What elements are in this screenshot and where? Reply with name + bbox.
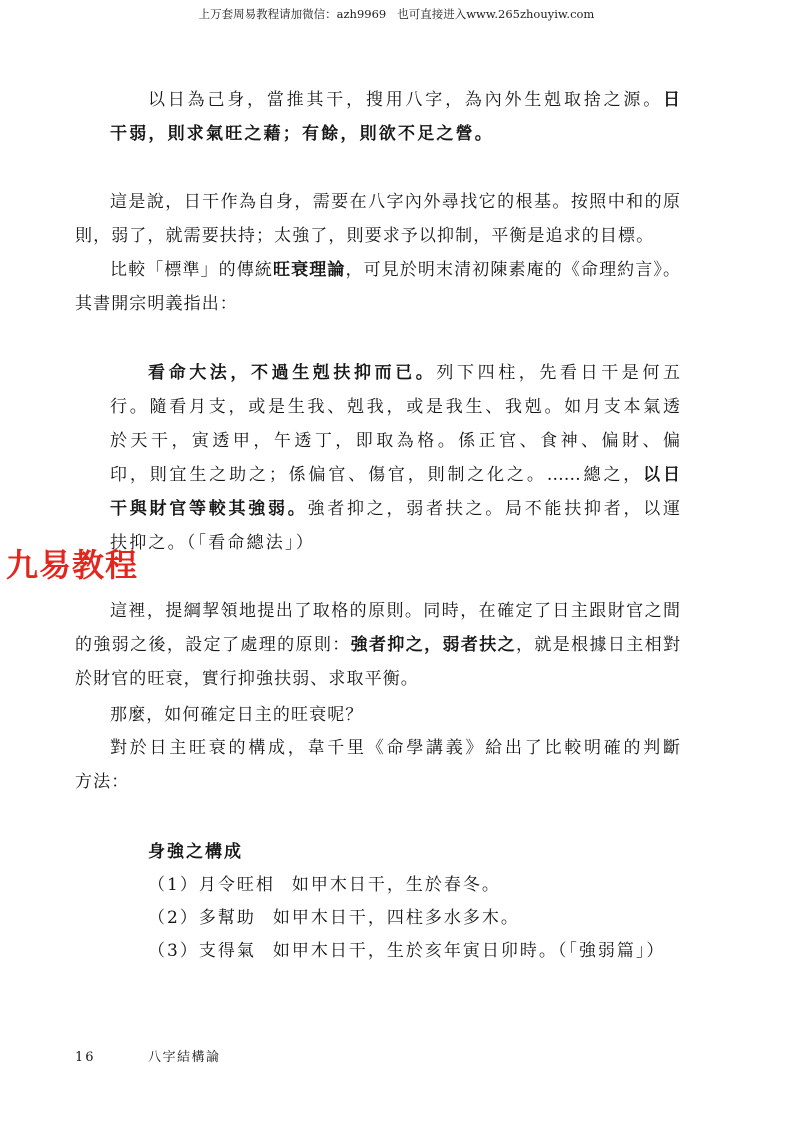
text-line (75, 765, 680, 799)
paragraph (75, 731, 680, 799)
list-item (75, 869, 680, 902)
item-label: （3）支得氣 (148, 941, 256, 961)
item-label: （1）月令旺相 (148, 875, 275, 895)
text-line (75, 287, 680, 321)
text-line (75, 356, 680, 390)
text-segment: 於天干，寅透甲，午透丁，即取為格。係正官、食神、偏財、偏 (110, 431, 680, 451)
text-line (75, 83, 680, 117)
text-line (75, 662, 680, 696)
item-text: 如甲木日干，四柱多水多木。 (272, 908, 520, 928)
text-line (75, 698, 680, 732)
quote-block (75, 83, 680, 151)
text-segment: 行。隨看月支，或是生我、剋我，或是我生、我剋。如月支本氣透 (110, 397, 680, 417)
text-segment: 印，則宜生之助之；係偏官、傷官，則制之化之。……總之， (110, 465, 644, 485)
text-segment: 以日為己身，當推其干，搜用八字，為內外生剋取捨之源。 (148, 90, 663, 110)
emphasis: 強者抑之，弱者扶之 (350, 635, 516, 655)
emphasis: 以日 (643, 465, 680, 485)
quote-block (75, 356, 680, 560)
emphasis: 干弱，則求氣旺之藉；有餘，則欲不足之營。 (110, 124, 494, 144)
item-label: （2）多幫助 (148, 908, 256, 928)
paragraph (75, 698, 680, 732)
paragraph (75, 594, 680, 696)
text-segment: 那麼，如何確定日主的旺衰呢？ (110, 705, 364, 725)
list-item (75, 935, 680, 968)
text-line (75, 458, 680, 492)
text-segment: 比較「標準」的傳統 (110, 260, 274, 280)
text-line (75, 117, 680, 151)
text-segment: 則，弱了，就需要扶持；太強了，則要求予以抑制，平衡是追求的目標。 (75, 226, 655, 246)
text-segment: 其書開宗明義指出： (75, 294, 238, 314)
text-segment: 的強弱之後，設定了處理的原則： (75, 635, 351, 655)
page-header: 上万套周易教程请加微信：azh9969 也可直接进入www.265zhouyiw.com (198, 7, 595, 21)
text-segment: ，就是根據日主相對 (516, 635, 680, 655)
quote-block (75, 836, 680, 968)
text-segment: 對於日主旺衰的構成，韋千里《命學講義》給出了比較明確的判斷 (110, 738, 680, 758)
text-segment: 扶抑之。（「看命總法」） (110, 533, 315, 553)
text-line (75, 424, 680, 458)
list-item (75, 902, 680, 935)
text-line (75, 390, 680, 424)
text-line (75, 253, 680, 287)
text-line (75, 594, 680, 628)
text-segment: 方法： (75, 772, 130, 792)
emphasis: 日 (663, 90, 680, 110)
text-segment: ，可見於明末清初陳素庵的《命理約言》。 (345, 260, 680, 280)
emphasis: 干與財官等較其強弱。 (110, 499, 308, 519)
text-segment: 這是說，日干作為自身，需要在八字內外尋找它的根基。按照中和的原 (110, 192, 680, 212)
text-segment: 這裡，提綱挈領地提出了取格的原則。同時，在確定了日主跟財官之間 (110, 601, 680, 621)
text-segment: 強者抑之，弱者扶之。局不能扶抑者，以運 (307, 499, 680, 519)
text-segment: 列下四柱，先看日干是何五 (436, 363, 680, 383)
paragraph (75, 185, 680, 253)
emphasis: 看命大法，不過生剋扶抑而已。 (148, 363, 437, 383)
item-text: 如甲木日干，生於亥年寅日卯時。（「強弱篇」） (272, 941, 666, 961)
text-segment: 於財官的旺衰，實行抑強扶弱、求取平衡。 (75, 669, 419, 689)
text-line (75, 526, 680, 560)
text-line (75, 628, 680, 662)
text-line (75, 492, 680, 526)
emphasis: 旺衰理論 (273, 260, 346, 280)
quote-heading: 身強之構成 (148, 842, 243, 862)
paragraph (75, 253, 680, 321)
item-text: 如甲木日干，生於春冬。 (291, 875, 501, 895)
page-number: 16 (75, 1050, 96, 1065)
watermark: 九易教程 (6, 546, 139, 584)
text-line (75, 185, 680, 219)
text-line (75, 219, 680, 253)
text-line (75, 731, 680, 765)
running-title: 八字結構論 (148, 1050, 221, 1065)
